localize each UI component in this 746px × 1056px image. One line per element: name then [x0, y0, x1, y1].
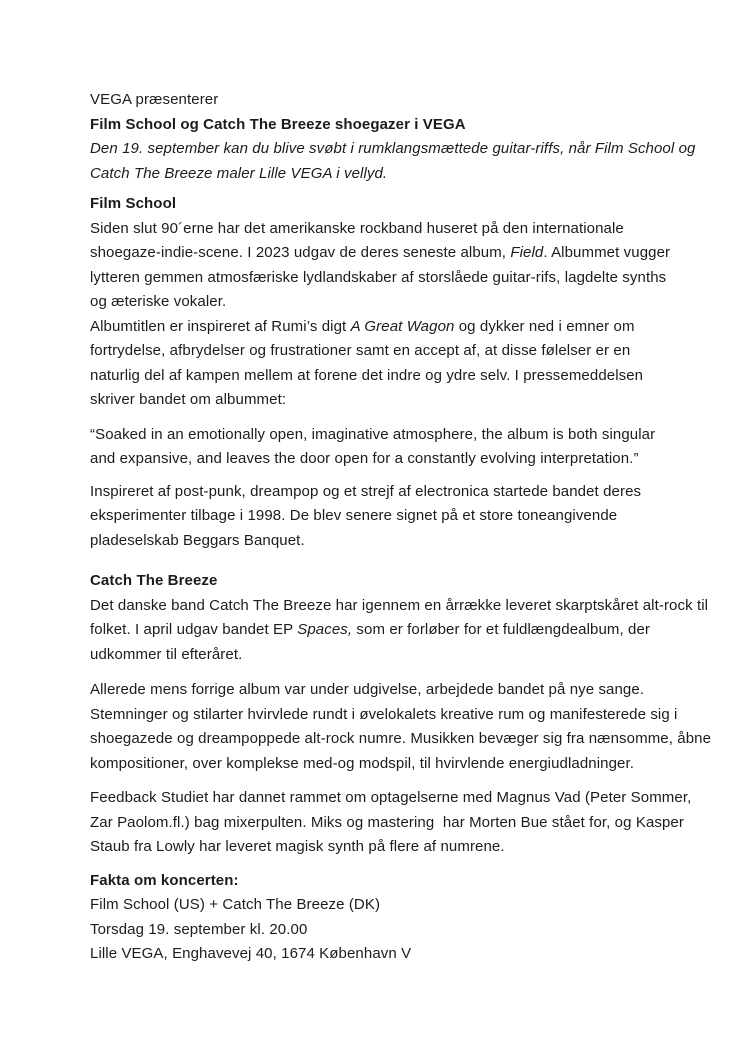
concert-facts-block	[90, 869, 676, 967]
text-run: shoegaze-indie-scene. I 2023 udgav de deres seneste album,	[90, 244, 511, 261]
section-heading-film-school: Film School	[90, 195, 177, 212]
text-line: skriver bandet om albummet:	[90, 391, 287, 408]
text-line: eksperimenter tilbage i 1998. De blev senere signet på et store toneangivende	[90, 507, 618, 524]
text-run: folket. I april udgav bandet EP	[90, 621, 298, 638]
text-line: Inspireret af post-punk, dreampop og et strejf af electronica startede bandet deres	[90, 482, 642, 500]
catch-the-breeze-section	[90, 569, 709, 667]
ep-title-spaces: Spaces,	[297, 621, 353, 638]
text-line: pladeselskab Beggars Banquet.	[90, 531, 305, 549]
facts-heading: Fakta om koncerten:	[90, 871, 239, 889]
facts-lineup-line: Film School (US) + Catch The Breeze (DK)	[90, 896, 381, 913]
kicker-line: VEGA præsenterer	[90, 91, 219, 108]
text-line: Det danske band Catch The Breeze har igennem en årrække leveret skarptskåret alt-rock til	[90, 596, 709, 614]
text-line: Stemninger og stilarter hvirvlede rundt i øvelokalets kreative rum og manifesterede sig i	[90, 705, 678, 723]
text-line: lytteren gemmen atmosfæriske lydlandskaber af storslåede guitar-rifs, lagdelte synths	[90, 268, 667, 286]
facts-venue-line: Lille VEGA, Enghavevej 40, 1674 København V	[90, 945, 412, 962]
band-quote-paragraph	[90, 423, 676, 472]
document-title: Film School og Catch The Breeze shoegazer i VEGA	[90, 115, 466, 133]
text-line	[90, 241, 676, 266]
studio-paragraph	[90, 786, 692, 860]
text-run: som er forløber for et fuldlængdealbum, der	[352, 621, 651, 638]
poem-title-a-great-wagon: A Great Wagon	[350, 317, 455, 335]
text-line: kompositioner, over komplekse med-og modspil, til hvirvlende energiudladninger.	[90, 754, 635, 772]
text-run: og dykker ned i emner om	[454, 317, 635, 335]
text-line: Staub fra Lowly har leveret magisk synth på flere af numrene.	[90, 838, 505, 855]
text-line: Zar Paolom.fl.) bag mixerpulten. Miks og mastering har Morten Bue stået for, og Kasper	[90, 813, 684, 831]
text-line: Feedback Studiet har dannet rammet om optagelserne med Magnus Vad (Peter Sommer,	[90, 789, 692, 806]
quote-line: “Soaked in an emotionally open, imaginative atmosphere, the album is both singular	[90, 425, 656, 443]
text-line: shoegazede og dreampoppede alt-rock numre. Musikken bevæger sig fra nænsomme, åbne	[90, 730, 712, 747]
lead-line: Den 19. september kan du blive svøbt i rumklangsmættede guitar-riffs, når Film School og	[90, 140, 696, 157]
header-block	[90, 88, 696, 186]
lead-line: Catch The Breeze maler Lille VEGA i vellyd.	[90, 164, 388, 182]
text-line	[90, 315, 676, 340]
text-line: og æteriske vokaler.	[90, 293, 227, 310]
text-run: Albumtitlen er inspireret af Rumi’s digt	[90, 317, 351, 335]
quote-line: and expansive, and leaves the door open for a constantly evolving interpretation.”	[90, 450, 639, 467]
text-line: Siden slut 90´erne har det amerikanske rockband huseret på den internationale	[90, 219, 624, 237]
text-line: Allerede mens forrige album var under udgivelse, arbejdede bandet på nye sange.	[90, 681, 645, 698]
facts-datetime-line: Torsdag 19. september kl. 20.00	[90, 920, 308, 938]
text-line: naturlig del af kampen mellem at forene det indre og ydre selv. I pressemeddelsen	[90, 366, 644, 384]
new-songs-paragraph	[90, 678, 712, 776]
section-heading-catch-the-breeze: Catch The Breeze	[90, 572, 218, 589]
film-school-section	[90, 192, 676, 315]
album-title-field: Field	[510, 244, 544, 261]
text-line: udkommer til efteråret.	[90, 645, 243, 663]
band-history-paragraph	[90, 480, 676, 554]
text-line	[90, 618, 676, 643]
text-run: . Albummet vugger	[543, 244, 671, 261]
album-title-paragraph	[90, 315, 676, 413]
text-line: fortrydelse, afbrydelser og frustrationer samt en accept af, at disse følelser er en	[90, 342, 631, 359]
